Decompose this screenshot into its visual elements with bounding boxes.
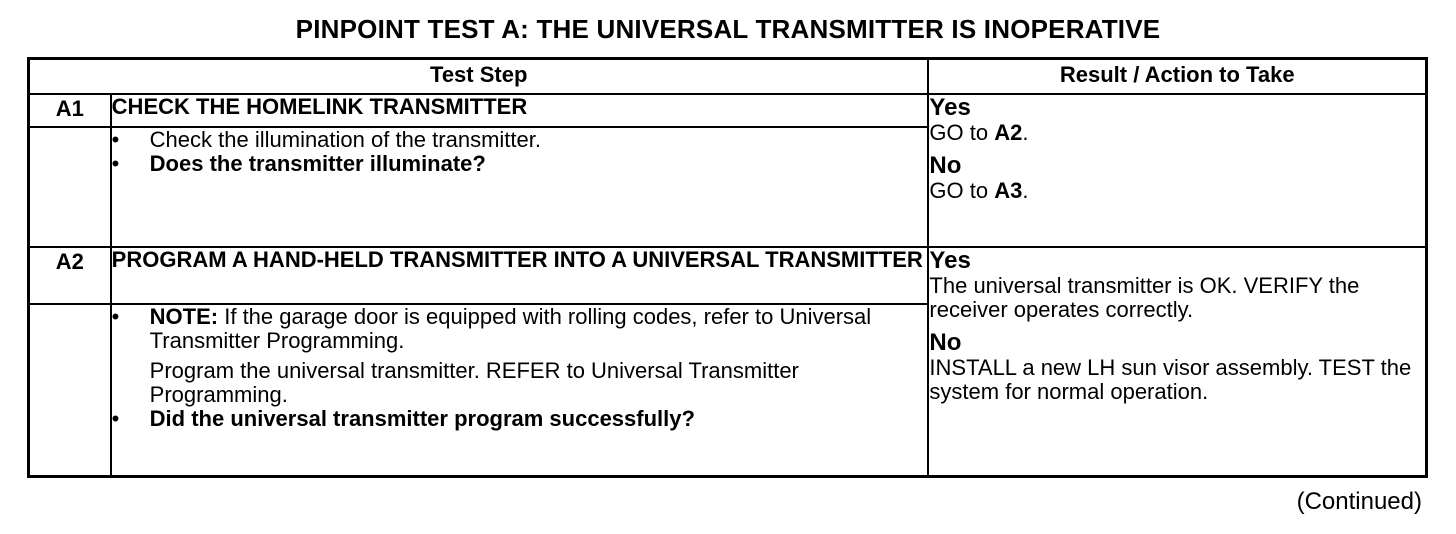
note-label: NOTE: (149, 304, 219, 329)
bullet-icon: • (111, 406, 120, 431)
bullet-icon: • (111, 304, 120, 329)
result-a1-no (929, 153, 1425, 203)
yes-action: The universal transmitter is OK. VERIFY the receiver operates correctly. (929, 273, 1360, 322)
list-item: • Check the illumination of the transmitter. (111, 127, 541, 152)
pinpoint-test-table (27, 57, 1428, 478)
result-a2-no (929, 330, 1425, 404)
program-instruction: Program the universal transmitter. REFER to Universal Transmitter Programming. (149, 358, 799, 407)
note-text: If the garage door is equipped with rolling codes, refer to Universal Transmitter Programming. (149, 304, 872, 353)
header-row (29, 59, 1427, 95)
step-id-a2: A2 (29, 247, 111, 304)
step-name-a2: PROGRAM A HAND-HELD TRANSMITTER INTO A UNIVERSAL TRANSMITTER (111, 247, 929, 304)
continued-label: (Continued) (1296, 488, 1422, 515)
list-item: • Does the transmitter illuminate? (111, 151, 486, 176)
result-a2-yes (929, 248, 1425, 322)
page-title: PINPOINT TEST A: THE UNIVERSAL TRANSMITTER IS INOPERATIVE (295, 14, 1161, 44)
no-label: No (929, 152, 962, 179)
list-item: • Did the universal transmitter program successfully? (111, 406, 695, 431)
no-action: GO to A3. (929, 178, 1029, 203)
bullet-icon: • (111, 127, 120, 152)
step-a2-id-spacer (29, 304, 111, 476)
step-a2-title-row (29, 247, 1427, 304)
list-item (112, 305, 928, 353)
step-a1-details (111, 127, 929, 247)
test-step-header: Test Step (29, 59, 929, 95)
step-id-a1: A1 (29, 94, 111, 127)
no-action: INSTALL a new LH sun visor assembly. TEST the system for normal operation. (929, 355, 1412, 404)
result-a1 (928, 94, 1426, 247)
yes-action: GO to A2. (929, 120, 1029, 145)
no-label: No (929, 329, 962, 356)
step-a1-id-spacer (29, 127, 111, 247)
result-header: Result / Action to Take (928, 59, 1426, 95)
result-a2 (928, 247, 1426, 476)
result-a1-yes (929, 95, 1425, 145)
yes-label: Yes (929, 94, 971, 121)
step-a2-details (111, 304, 929, 476)
step-name-a1: CHECK THE HOMELINK TRANSMITTER (111, 94, 929, 127)
bullet-icon: • (111, 151, 120, 176)
step-a1-title-row (29, 94, 1427, 127)
yes-label: Yes (929, 247, 971, 274)
